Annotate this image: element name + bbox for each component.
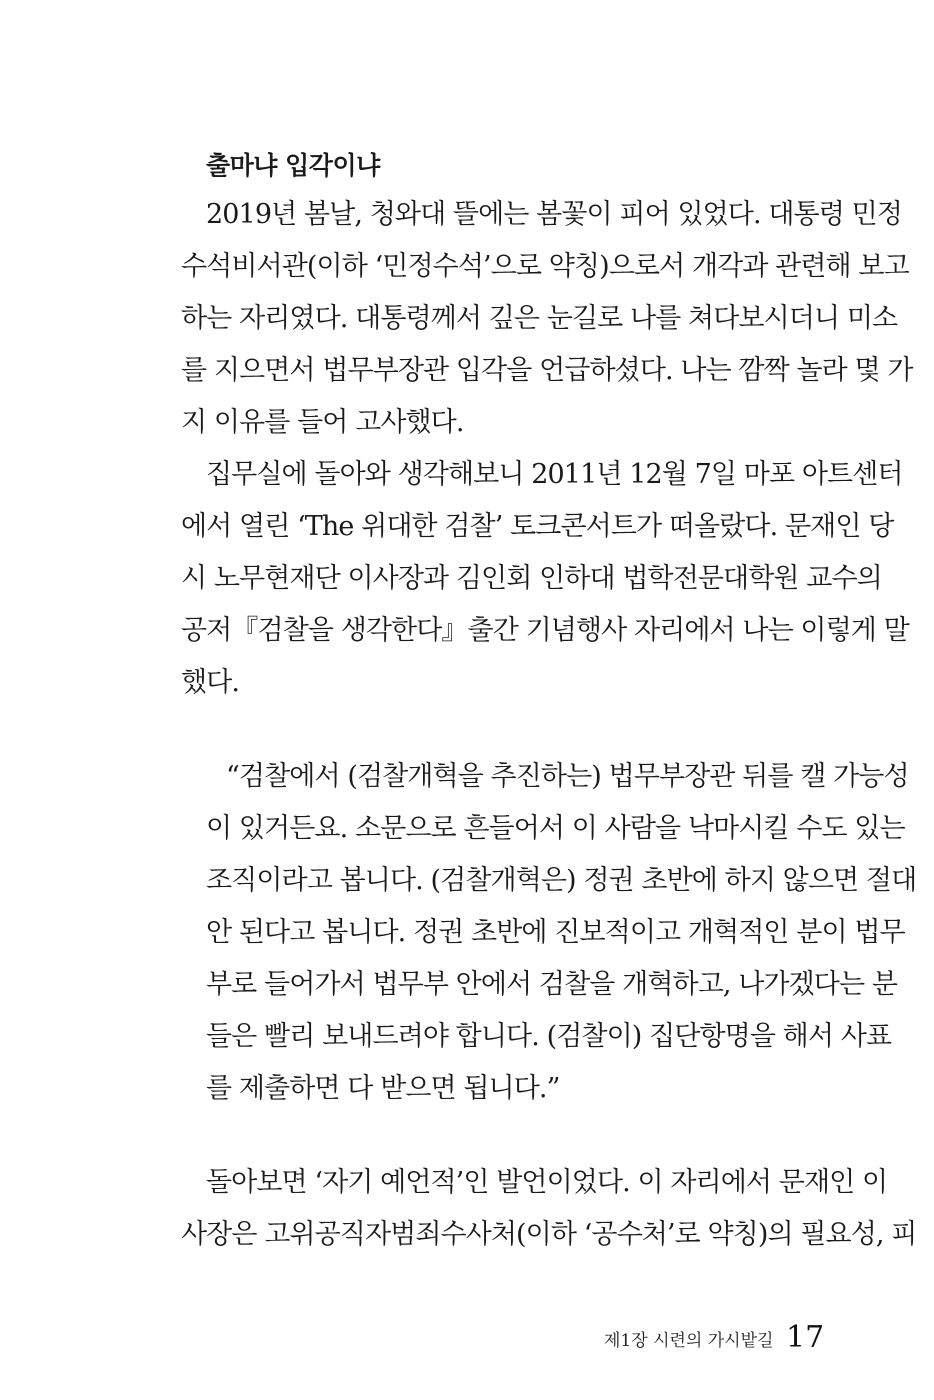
paragraph-1-line-3: 하는 자리였다. 대통령께서 깊은 눈길로 나를 쳐다보시더니 미소 — [181, 303, 898, 334]
paragraph-2-line-1: 집무실에 돌아와 생각해보니 2011년 12월 7일 마포 아트센터 — [206, 459, 903, 490]
quote-line-4: 안 된다고 봅니다. 정권 초반에 진보적이고 개혁적인 분이 법무 — [206, 917, 905, 948]
paragraph-1-line-1: 2019년 봄날, 청와대 뜰에는 봄꽃이 피어 있었다. 대통령 민정 — [206, 199, 902, 230]
paragraph-2-line-5: 했다. — [181, 667, 240, 698]
paragraph-1-line-4: 를 지으면서 법무부장관 입각을 언급하셨다. 나는 깜짝 놀라 몇 가 — [181, 355, 913, 386]
closing-paragraph-line-2: 사장은 고위공직자범죄수사처(이하 ‘공수처’로 약칭)의 필요성, 피 — [181, 1219, 917, 1250]
paragraph-2-line-2: 에서 열린 ‘The 위대한 검찰’ 토크콘서트가 떠올랐다. 문재인 당 — [181, 511, 894, 542]
quote-line-1: “검찰에서 (검찰개혁을 추진하는) 법무부장관 뒤를 캘 가능성 — [226, 761, 909, 792]
closing-paragraph-line-1: 돌아보면 ‘자기 예언적’인 발언이었다. 이 자리에서 문재인 이 — [206, 1167, 888, 1198]
section-title: 출마냐 입각이냐 — [206, 151, 380, 180]
paragraph-2-line-3: 시 노무현재단 이사장과 김인회 인하대 법학전문대학원 교수의 — [181, 563, 882, 594]
quote-line-6: 들은 빨리 보내드려야 합니다. (검찰이) 집단항명을 해서 사표 — [206, 1021, 892, 1052]
running-head: 제1장 시련의 가시밭길 — [604, 1331, 774, 1351]
quote-line-3: 조직이라고 봅니다. (검찰개혁은) 정권 초반에 하지 않으면 절대 — [206, 865, 917, 896]
quote-line-7: 를 제출하면 다 받으면 됩니다.” — [206, 1073, 560, 1104]
paragraph-2-line-4: 공저『검찰을 생각한다』출간 기념행사 자리에서 나는 이렇게 말 — [181, 615, 909, 646]
paragraph-1-line-5: 지 이유를 들어 고사했다. — [181, 407, 464, 438]
page-number: 17 — [786, 1320, 825, 1355]
quote-line-2: 이 있거든요. 소문으로 흔들어서 이 사람을 낙마시킬 수도 있는 — [206, 813, 905, 844]
paragraph-1-line-2: 수석비서관(이하 ‘민정수석’으로 약칭)으로서 개각과 관련해 보고 — [181, 251, 909, 282]
quote-line-5: 부로 들어가서 법무부 안에서 검찰을 개혁하고, 나가겠다는 분 — [206, 969, 898, 1000]
